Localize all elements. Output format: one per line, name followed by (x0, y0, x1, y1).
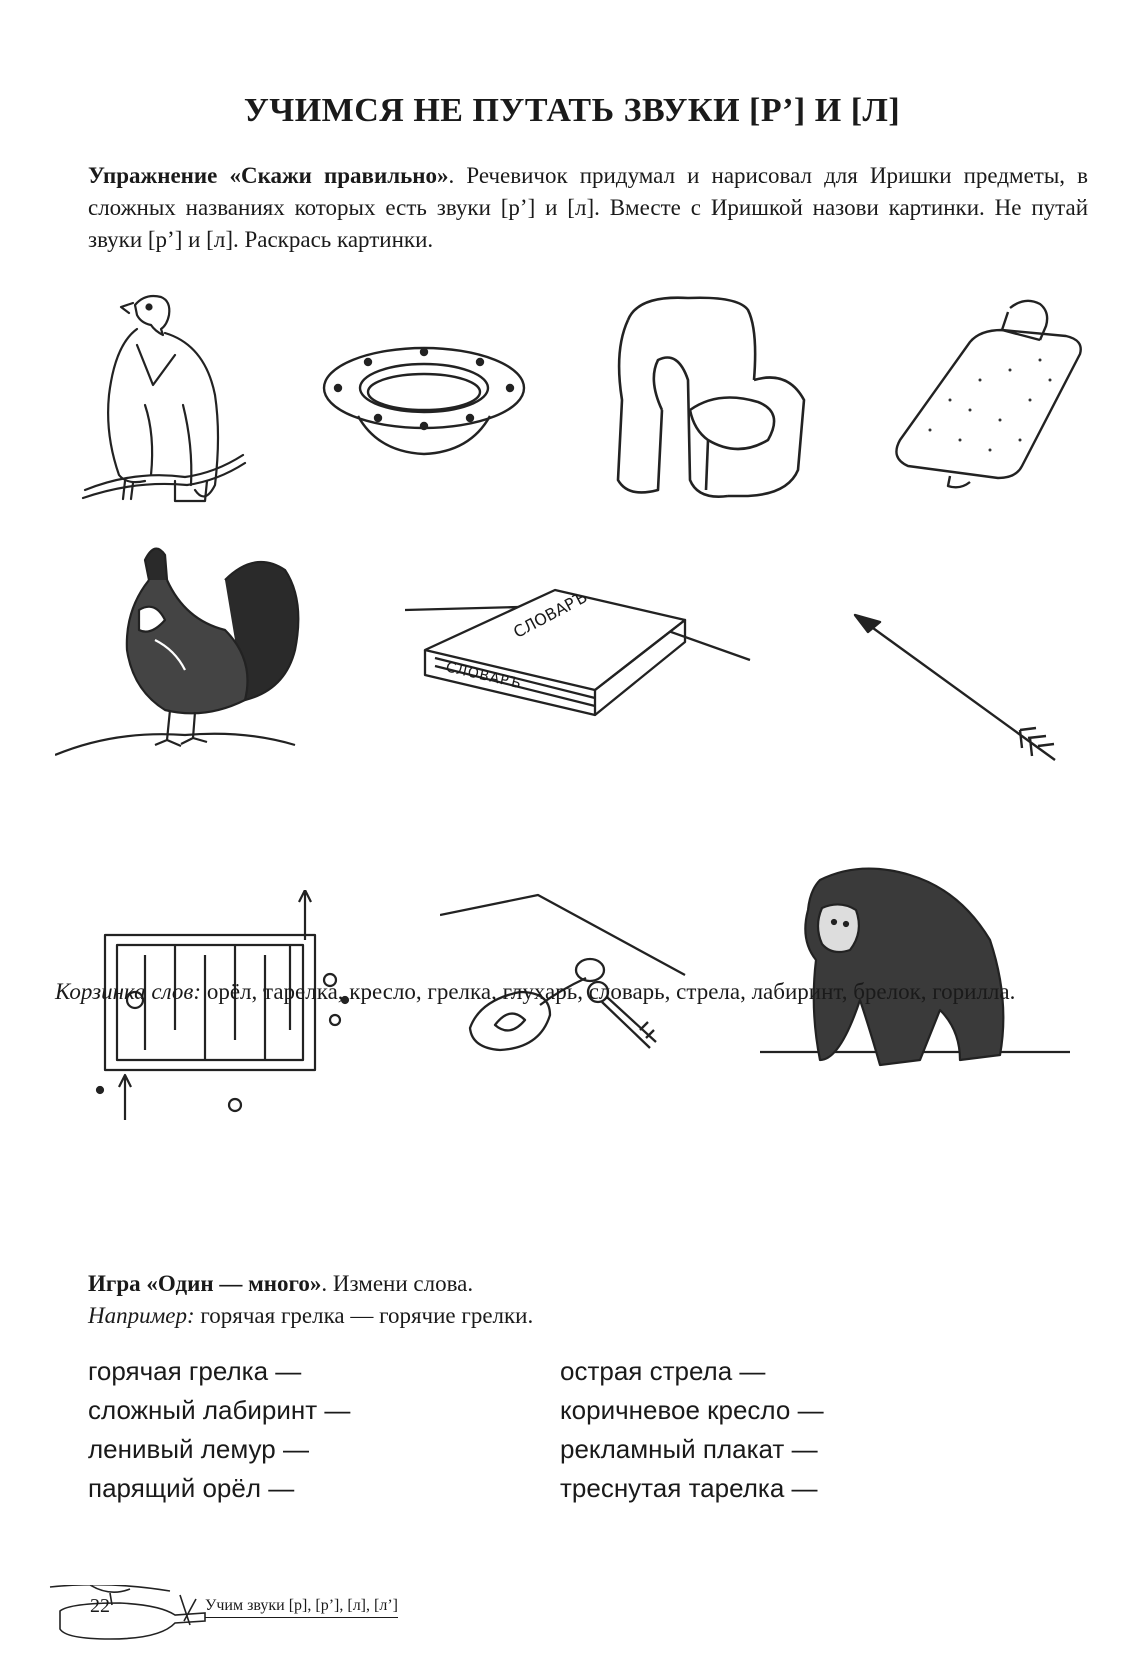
dictionary-spine-label: СЛОВАРЪ (444, 659, 524, 693)
game-instruction: . Измени слова. (321, 1271, 474, 1296)
phrase-item: коричневое кресло — (560, 1395, 824, 1425)
dictionary-picture (405, 580, 755, 720)
gorilla-picture (760, 860, 1080, 1090)
example-label: Например: (88, 1303, 195, 1328)
example-text: горячая грелка — горячие грелки. (194, 1303, 534, 1328)
phrase-item: треснутая тарелка — (560, 1473, 818, 1503)
capercaillie-picture (55, 540, 315, 765)
phrase-item: острая стрела — (560, 1356, 766, 1386)
phrase-item: сложный лабиринт — (88, 1395, 351, 1425)
game-name: Игра «Один — много» (88, 1271, 322, 1296)
hot-water-bottle-picture (890, 290, 1090, 510)
phrase-item: парящий орёл — (88, 1473, 295, 1503)
dictionary-cover-label: СЛОВАРЪ (510, 587, 591, 642)
plate-picture (318, 340, 530, 460)
word-basket (55, 976, 1085, 1008)
page-number: 22 (90, 1595, 110, 1617)
exercise-name: Упражнение «Скажи правильно» (88, 163, 449, 188)
phrase-item: горячая грелка — (88, 1356, 302, 1386)
page-title: УЧИМСЯ НЕ ПУТАТЬ ЗВУКИ [Р’] И [Л] (243, 92, 901, 129)
arrow-picture (850, 610, 1065, 770)
phrase-item: рекламный плакат — (560, 1434, 818, 1464)
game-heading (88, 1268, 988, 1300)
phrases-right-column (560, 1352, 824, 1508)
word-basket-words: орёл, тарелка, кресло, грелка, глухарь, словарь, стрела, лабиринт, брелок, горилла. (201, 979, 1016, 1004)
exercise-text: . Речевичок придумал и нарисовал для Иришки предметы, в сложных названиях которых есть звуки [р’] и [л]. Вместе с Иришкой назови картинки. Не путай звуки [р’] и [л]. Раскрась картинки. (88, 163, 1088, 252)
phrase-item: ленивый лемур — (88, 1434, 309, 1464)
keychain-picture (440, 880, 690, 1070)
running-head: Учим звуки [р], [р’], [л], [л’] (205, 1597, 398, 1618)
exercise-intro (88, 160, 1088, 256)
labyrinth-picture (95, 890, 355, 1130)
armchair-picture (608, 290, 816, 508)
phrases-left-column (88, 1352, 350, 1508)
eagle-picture (75, 285, 250, 530)
word-basket-label: Корзинка слов: (55, 979, 202, 1004)
game-example (88, 1300, 988, 1332)
